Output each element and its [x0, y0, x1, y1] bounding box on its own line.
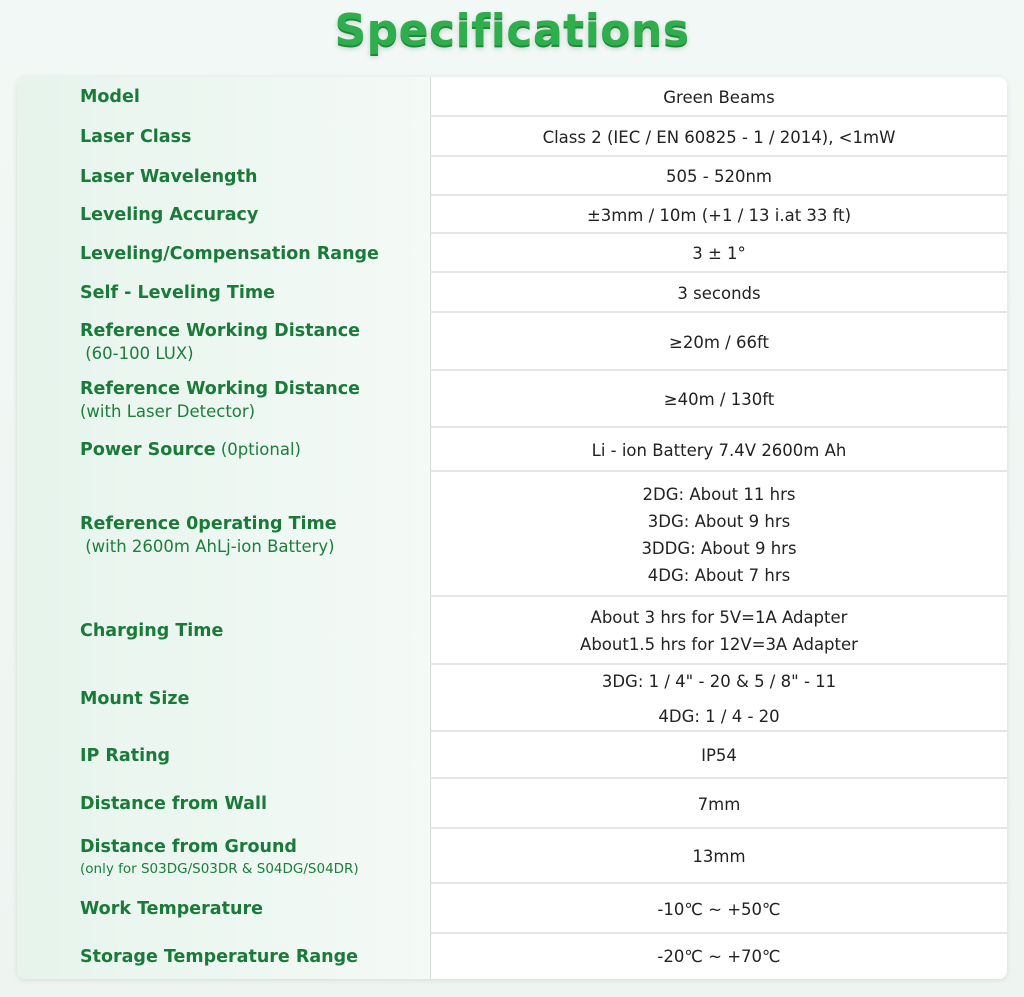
spec-label [80, 732, 425, 779]
spec-value [431, 371, 1007, 428]
spec-label-text: Power Source [80, 440, 216, 460]
spec-value-text: 13mm [692, 847, 746, 866]
spec-value-text: 3 seconds [677, 283, 761, 303]
spec-value [431, 934, 1007, 979]
spec-value [431, 829, 1007, 884]
spec-row-working-distance-lux [17, 313, 1007, 371]
spec-label-text: Work Temperature [80, 899, 263, 919]
spec-value-text: 4DG: 1 / 4 - 20 [658, 706, 780, 726]
spec-label [80, 117, 425, 157]
spec-label-text: Reference Working Distance [80, 321, 360, 341]
spec-label [80, 428, 425, 472]
spec-label-text: Self - Leveling Time [80, 283, 275, 303]
spec-label [80, 77, 425, 117]
spec-row-charging-time [17, 597, 1007, 665]
spec-row-storage-temperature [17, 934, 1007, 979]
spec-label-text: Distance from Ground [80, 836, 297, 857]
spec-value-text: ±3mm / 10m (+1 / 13 i.at 33 ft) [586, 205, 852, 225]
spec-value-text: -10℃ ~ +50℃ [657, 899, 781, 919]
spec-value-text: Green Beams [663, 87, 775, 107]
page-title: Specifications [334, 5, 690, 56]
spec-label-text: Charging Time [80, 621, 224, 641]
spec-value-text: ≥40m / 130ft [663, 390, 775, 409]
spec-value-text: ≥20m / 66ft [669, 332, 769, 352]
spec-row-distance-from-wall [17, 779, 1007, 829]
spec-value-text: 4DG: About 7 hrs [647, 565, 791, 585]
spec-value [431, 472, 1007, 597]
spec-value-text: 3DDG: About 9 hrs [641, 538, 797, 558]
spec-value-text: IP54 [701, 746, 737, 765]
spec-value-text: Class 2 (IEC / EN 60825 - 1 / 2014), <1mW [542, 127, 896, 147]
spec-value [431, 665, 1007, 732]
specifications-table [17, 77, 1007, 979]
spec-label [80, 472, 425, 597]
spec-row-power-source [17, 428, 1007, 472]
spec-value-text: Li - ion Battery 7.4V 2600m Ah [591, 440, 847, 460]
spec-label [80, 371, 425, 428]
spec-value-text: About1.5 hrs for 12V=3A Adapter [580, 635, 858, 654]
spec-label-text: IP Rating [80, 745, 171, 766]
spec-value [431, 117, 1007, 157]
spec-row-work-temperature [17, 884, 1007, 934]
spec-row-laser-wavelength [17, 157, 1007, 196]
spec-label [80, 884, 425, 934]
spec-value-text: 2DG: About 11 hrs [642, 484, 796, 504]
spec-value [431, 157, 1007, 196]
spec-row-self-leveling-time [17, 273, 1007, 313]
spec-value [431, 428, 1007, 472]
spec-value [431, 273, 1007, 313]
spec-value-text: 3DG: 1 / 4" - 20 & 5 / 8" - 11 [601, 671, 837, 691]
spec-label [80, 196, 425, 234]
spec-label-subtext: (only for S03DG/S03DR & S04DG/S04DR) [80, 860, 359, 877]
spec-label-text: Mount Size [80, 688, 190, 709]
spec-value [431, 597, 1007, 665]
spec-label-subtext: (with Laser Detector) [80, 401, 256, 421]
spec-value-text: 3DG: About 9 hrs [647, 511, 791, 531]
spec-value [431, 77, 1007, 117]
spec-row-leveling-accuracy [17, 196, 1007, 234]
spec-label-text: Reference Working Distance [80, 378, 360, 399]
spec-label [80, 597, 425, 665]
spec-value [431, 234, 1007, 273]
spec-label-subtext: (0ptional) [215, 440, 301, 459]
spec-value [431, 779, 1007, 829]
spec-value [431, 196, 1007, 234]
spec-row-distance-from-ground [17, 829, 1007, 884]
spec-label-text: Distance from Wall [80, 794, 267, 814]
spec-label-text: Storage Temperature Range [80, 946, 359, 967]
spec-label [80, 313, 425, 371]
spec-row-compensation-range [17, 234, 1007, 273]
spec-label [80, 157, 425, 196]
spec-label-text: Model [80, 87, 140, 107]
spec-value-text: About 3 hrs for 5V=1A Adapter [590, 608, 848, 627]
spec-label-subtext: (60-100 LUX) [80, 344, 194, 363]
spec-row-laser-class [17, 117, 1007, 157]
spec-label-text: Leveling Accuracy [80, 205, 259, 225]
spec-label [80, 234, 425, 273]
spec-label-text: Leveling/Compensation Range [80, 243, 379, 264]
spec-row-operating-time [17, 472, 1007, 597]
spec-value-text: 3 ± 1° [692, 244, 746, 263]
spec-label [80, 934, 425, 979]
spec-label [80, 273, 425, 313]
spec-row-mount-size [17, 665, 1007, 732]
spec-label-subtext: (with 2600m AhLj-ion Battery) [80, 536, 335, 556]
spec-value [431, 884, 1007, 934]
spec-value [431, 732, 1007, 779]
spec-label-text: Laser Wavelength [80, 166, 258, 187]
spec-label [80, 665, 425, 732]
spec-label [80, 829, 425, 884]
spec-row-model [17, 77, 1007, 117]
spec-label-text: Reference 0perating Time [80, 513, 337, 534]
spec-label-text: Laser Class [80, 127, 192, 147]
spec-value-text: 7mm [697, 794, 741, 814]
spec-value-text: -20℃ ~ +70℃ [657, 947, 781, 966]
spec-value [431, 313, 1007, 371]
spec-value-text: 505 - 520nm [666, 167, 772, 186]
spec-row-ip-rating [17, 732, 1007, 779]
spec-label [80, 779, 425, 829]
spec-row-working-distance-detector [17, 371, 1007, 428]
